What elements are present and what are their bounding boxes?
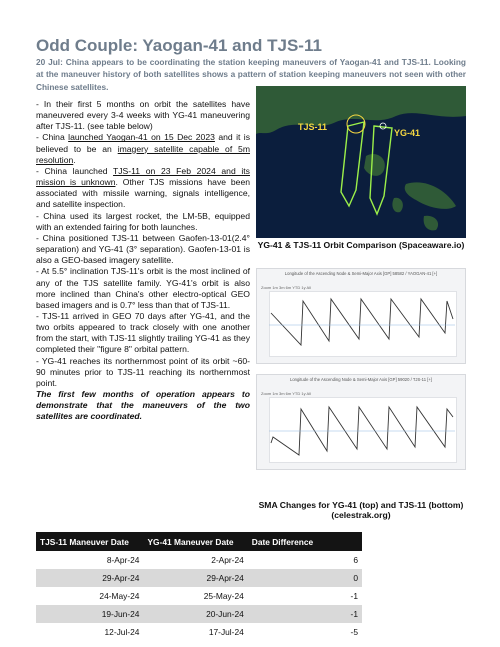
- bullet-inclination: - At 5.5° inclination TJS-11's orbit is the most inclined of any of the TJS satellite family. YG-41's orbit is also more inclined than China's other electro-optical GEO based imagers and is 0.7° less than that of TJS-11.: [36, 266, 250, 310]
- yg41-date-cell: 25-May-24: [203, 591, 244, 601]
- bullet-tracking: - TJS-11 arrived in GEO 70 days after YG-41, and the two orbits appeared to track closely with one another from the start, with TJS-11 slightly trailing YG-41 as they completed their "figure 8" orbital pattern.: [36, 310, 250, 355]
- table-row: [36, 605, 362, 623]
- tjs11-date-cell: 24-May-24: [99, 591, 140, 601]
- difference-cell: -1: [350, 591, 358, 601]
- tjs11-date-cell: 8-Apr-24: [106, 555, 140, 565]
- orbit-comparison-map: [256, 86, 466, 238]
- sma-chart-tjs11: [256, 374, 466, 470]
- yg41-date-cell: 20-Jun-24: [143, 605, 247, 623]
- column-header: Date Difference: [248, 532, 362, 551]
- zoom-toolbar[interactable]: Zoom 1m 3m 6m YTD 1y All: [261, 285, 311, 290]
- yg41-date-cell: 2-Apr-24: [211, 555, 244, 565]
- text-span: - China: [36, 132, 69, 143]
- column-header: TJS-11 Maneuver Date: [36, 532, 143, 551]
- yg41-launch-link[interactable]: launched Yaogan-41 on 15 Dec 2023: [68, 132, 215, 143]
- orbit-map-graphic: [256, 86, 466, 238]
- text-span: .: [73, 154, 76, 165]
- chart-title: Longitude of the Ascending Node & Semi-Major Axis [GP] 59020 / TJS-11 [+]: [290, 377, 432, 382]
- map-caption: YG-41 & TJS-11 Orbit Comparison (Spaceaware.io): [257, 240, 465, 250]
- difference-cell: 0: [248, 569, 362, 587]
- conclusion: The first few months of operation appears to demonstrate that the maneuvers of the two satellites are coordinated.: [36, 389, 250, 422]
- tjs11-date-cell: 29-Apr-24: [36, 569, 143, 587]
- text-span: and it is believed to be an: [36, 132, 250, 154]
- bullet-tjs11-launch: [36, 166, 250, 211]
- difference-cell: -5: [350, 627, 358, 637]
- difference-cell: -1: [248, 605, 362, 623]
- yg41-date-cell: 29-Apr-24: [143, 569, 247, 587]
- analysis-bullets: [36, 99, 250, 423]
- map-label-tjs11: TJS-11: [298, 122, 328, 132]
- imagery-satellite-link[interactable]: imagery satellite capable of 5m resolution: [36, 143, 250, 165]
- bullet-rocket: - China used its largest rocket, the LM-5B, equipped with an extended fairing for both launches.: [36, 210, 250, 232]
- tjs11-date-cell: 19-Jun-24: [36, 605, 143, 623]
- table-row: [36, 587, 362, 605]
- table-row: [36, 551, 362, 569]
- column-header: YG-41 Maneuver Date: [143, 532, 247, 551]
- text-span: . Other TJS missions have been associated with missile warning, signals intelligence, and satellite inspection.: [36, 177, 251, 210]
- bullet-yg41-launch: [36, 132, 250, 165]
- bullet-northernmost: - YG-41 reaches its northernmost point of its orbit ~60-90 minutes prior to TJS-11 reaching its northernmost point.: [36, 355, 250, 388]
- table-row: [36, 623, 362, 641]
- sma-line-yg41: [269, 291, 455, 355]
- maneuver-table: [36, 532, 362, 641]
- bullet-maneuver-cadence: - In their first 5 months on orbit the satellites have maneuvered every 3-4 weeks with YG-41 maneuvering after TJS-11. (see table below): [36, 99, 250, 132]
- lead-paragraph: 20 Jul: China appears to be coordinating the station keeping maneuvers of Yaogan-41 and TJS-11. Looking at the maneuver history of both satellites shows a pattern of station keeping maneuvers not seen with other Chinese satellites.: [36, 57, 466, 92]
- sma-caption: SMA Changes for YG-41 (top) and TJS-11 (bottom) (celestrak.org): [258, 500, 464, 520]
- sma-chart-yg41: [256, 268, 466, 364]
- yg41-date-cell: 17-Jul-24: [208, 627, 244, 637]
- tjs11-launch-link[interactable]: TJS-11 on 23 Feb 2024 and its mission is unknown: [36, 165, 250, 188]
- sma-sawtooth: [271, 299, 453, 345]
- chart-title: Longitude of the Ascending Node & Semi-Major Axis [GP] 58582 / YAOGAN-41 [+]: [284, 271, 438, 276]
- difference-cell: 6: [353, 555, 358, 565]
- table-row: [36, 569, 362, 587]
- sma-line-tjs11: [269, 397, 455, 461]
- tjs11-date-cell: 12-Jul-24: [104, 627, 140, 637]
- page-title: Odd Couple: Yaogan-41 and TJS-11: [36, 36, 322, 55]
- bullet-positioning: - China positioned TJS-11 between Gaofen-13-01(2.4° separation) and YG-41 (3° separation). Gaofen-13-01 is also a GEO-based imagery satellite.: [36, 232, 250, 266]
- zoom-toolbar[interactable]: Zoom 1m 3m 6m YTD 1y All: [261, 391, 311, 396]
- table-header-row: [36, 532, 362, 551]
- map-label-yg41: YG-41: [394, 128, 421, 138]
- text-span: - China launched: [36, 165, 114, 176]
